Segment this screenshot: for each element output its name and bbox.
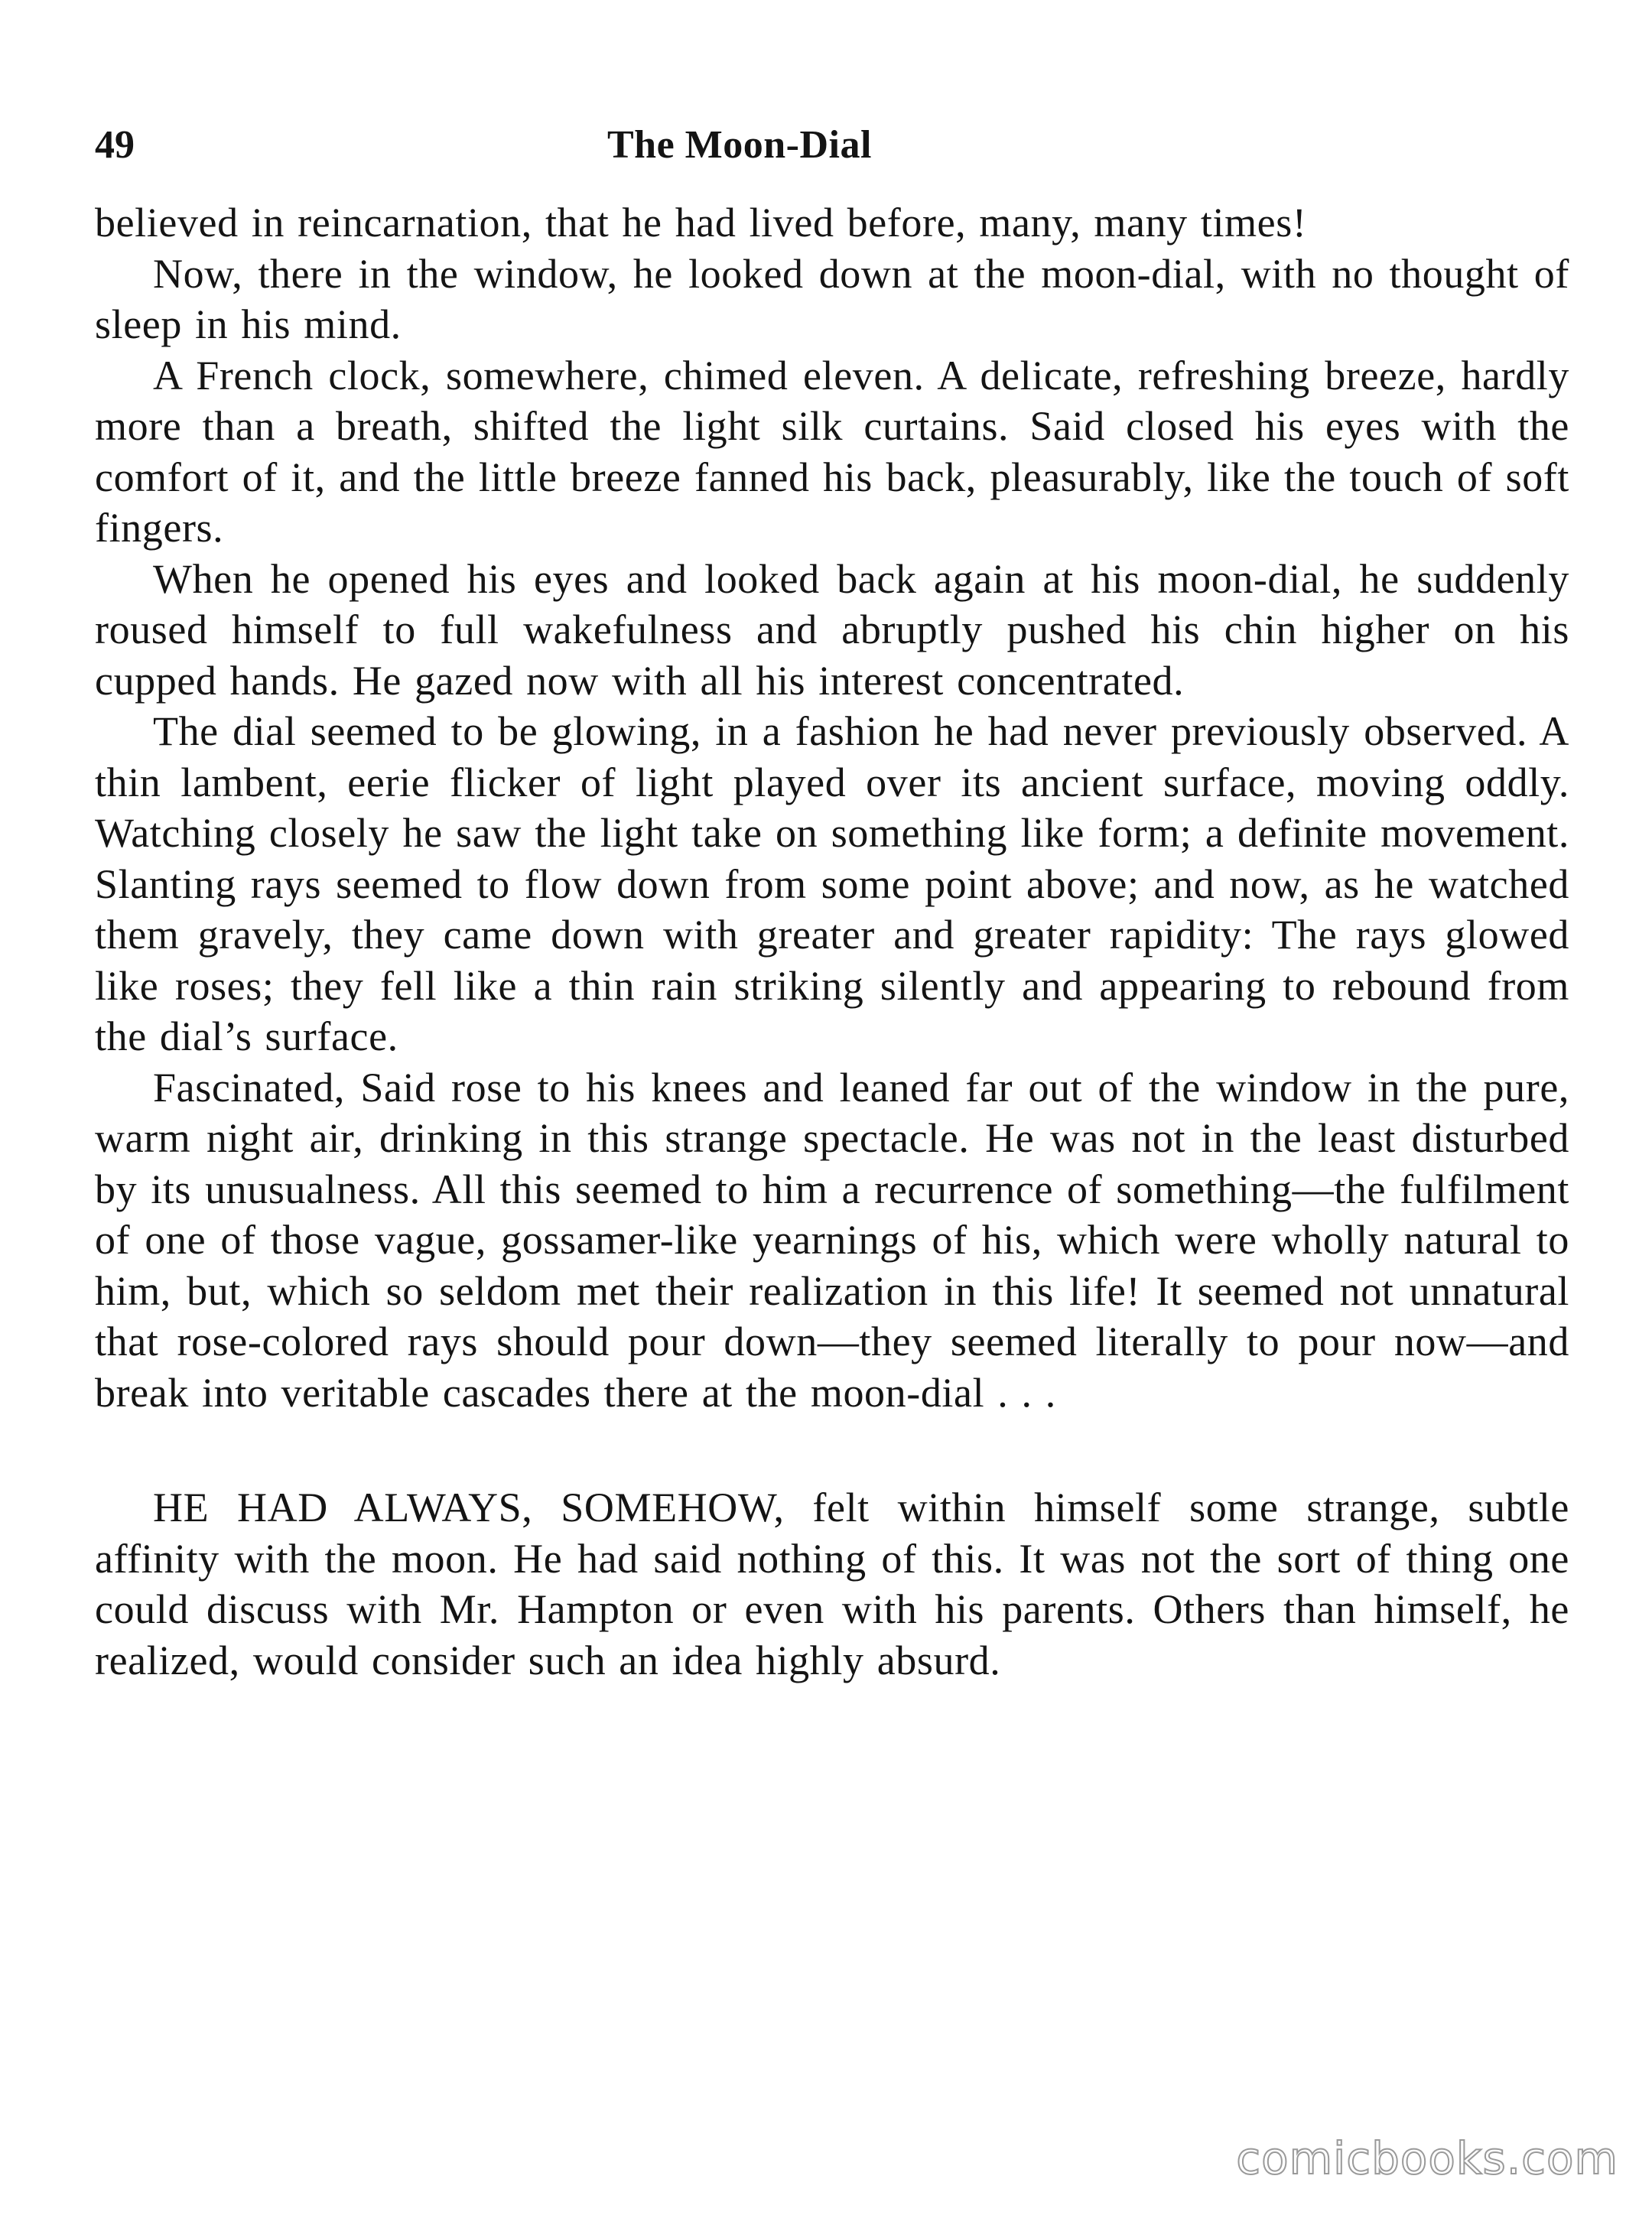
paragraph-6: Fascinated, Said rose to his knees and leaned far out of the window in the pure, warm night air, drinking in this strange spectacle. He was not in the least disturbed by its unusualness. All this seemed to him a recurrence of something—the fulfilment of one of those vague, gossamer-like yearnings of his, which were wholly natural to him, but, which so seldom met their realization in this life! It seemed not unnatural that rose-colored rays should pour down—they seemed literally to pour now—and break into veritable cascades there at the moon-dial . . . [95, 1064, 1569, 1416]
paragraph-3: A French clock, somewhere, chimed eleven. A delicate, refreshing breeze, hardly more than a breath, shifted the light silk curtains. Said closed his eyes with the comfort of it, and the little breeze fanned his back, pleasurably, like the touch of soft fingers. [95, 352, 1569, 551]
paragraph-7: HE HAD ALWAYS, SOMEHOW, felt within himself some strange, subtle affinity with the moon. He had said nothing of this. It was not the sort of thing one could discuss with Mr. Hampton or even with his parents. Others than himself, he realized, would consider such an idea highly absurd. [95, 1485, 1569, 1683]
body-text [95, 197, 1569, 1686]
watermark: comicbooks.com [1236, 2132, 1618, 2184]
page-header [95, 122, 1576, 184]
paragraph-1: believed in reincarnation, that he had lived before, many, many times! [95, 200, 1307, 246]
paragraph-5: The dial seemed to be glowing, in a fashion he had never previously observed. A thin lambent, eerie flicker of light played over its ancient surface, moving oddly. Watching closely he saw the light take on something like form; a definite movement. Slanting rays seemed to flow down from some point above; and now, as he watched them gravely, they came down with greater and greater rapidity: The rays glowed like roses; they fell like a thin rain striking silently and appearing to rebound from the dial’s surface. [95, 708, 1569, 1059]
section-break [95, 1418, 1569, 1482]
running-title: The Moon-Dial [607, 123, 872, 167]
paragraph-2: Now, there in the window, he looked down at the moon-dial, with no thought of sleep in his mind. [95, 250, 1569, 347]
page-number: 49 [95, 123, 135, 167]
paragraph-4: When he opened his eyes and looked back again at his moon-dial, he suddenly roused himself to full wakefulness and abruptly pushed his chin higher on his cupped hands. He gazed now with all his interest concentrated. [95, 555, 1569, 704]
